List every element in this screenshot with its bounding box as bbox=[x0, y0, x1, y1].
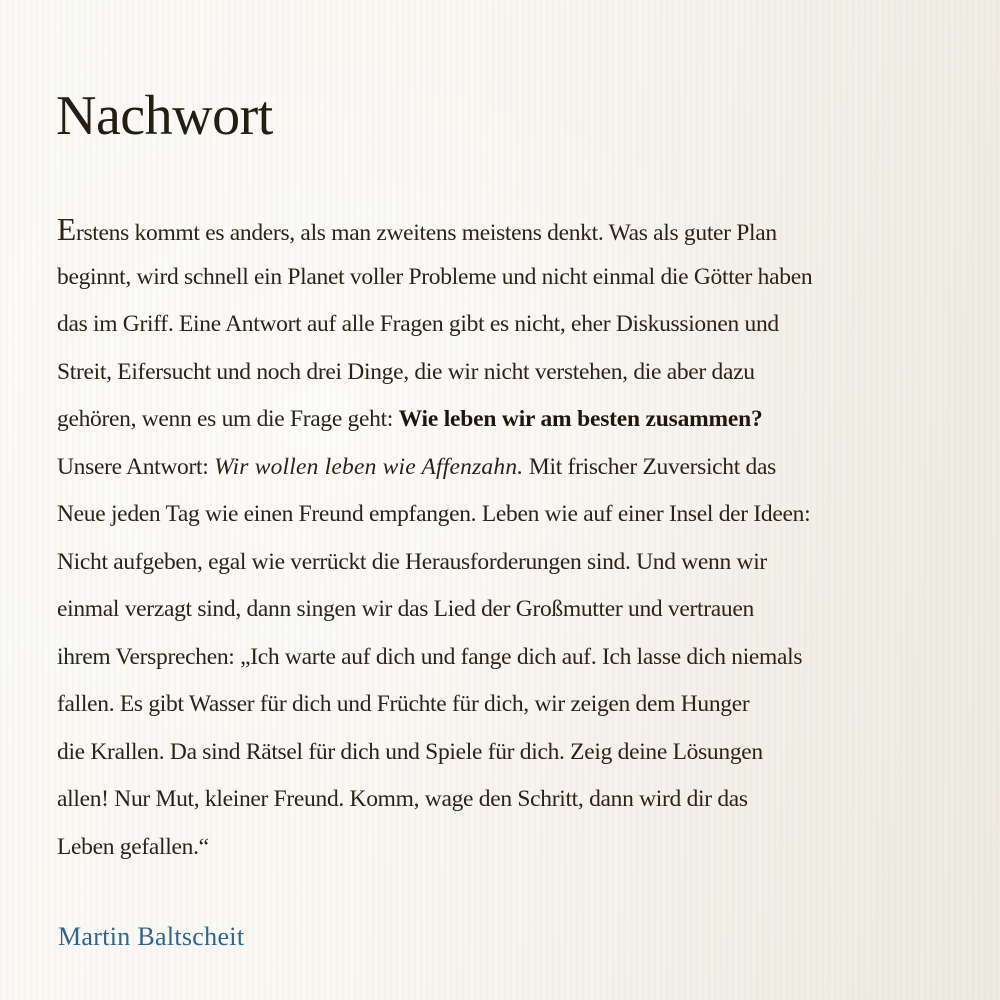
paragraph-line bbox=[57, 681, 957, 729]
paragraph-line bbox=[57, 729, 957, 777]
paragraph-line bbox=[57, 634, 957, 682]
text-segment-normal: gehören, wenn es um die Frage geht: bbox=[57, 406, 399, 432]
paragraph-line bbox=[57, 349, 957, 397]
text-segment-normal: allen! Nur Mut, kleiner Freund. Komm, wage den Schritt, dann wird dir das bbox=[57, 786, 748, 812]
text-segment-normal: Streit, Eifersucht und noch drei Dinge, die wir nicht verstehen, die aber dazu bbox=[57, 358, 755, 385]
paragraph-line bbox=[57, 396, 957, 444]
afterword-paragraph bbox=[57, 206, 957, 871]
text-segment-normal: Neue jeden Tag wie einen Freund empfangen. Leben wie auf einer Insel der Ideen: bbox=[57, 501, 811, 527]
paragraph-line bbox=[57, 824, 957, 872]
author-signature: Martin Baltscheit bbox=[58, 922, 245, 951]
text-segment-normal: Nicht aufgeben, egal wie verrückt die Herausforderungen sind. Und wenn wir bbox=[57, 548, 767, 575]
text-segment-normal: beginnt, wird schnell ein Planet voller Probleme und nicht einmal die Götter haben bbox=[57, 263, 813, 290]
text-segment-normal: die Krallen. Da sind Rätsel für dich und Spiele für dich. Zeig deine Lösungen bbox=[57, 738, 763, 765]
text-segment-normal: das im Griff. Eine Antwort auf alle Fragen gibt es nicht, eher Diskussionen und bbox=[57, 311, 779, 337]
paragraph-line bbox=[57, 491, 957, 539]
text-segment-normal: Mit frischer Zuversicht das bbox=[523, 453, 776, 480]
page-title: Nachwort bbox=[56, 85, 273, 147]
text-segment-italic: Wir wollen leben wie Affenzahn. bbox=[214, 453, 524, 480]
text-segment-normal: Erstens kommt es anders, als man zweitens meistens denkt. Was als guter Plan bbox=[57, 212, 777, 247]
text-segment-bold: Wie leben wir am besten zusammen? bbox=[398, 406, 763, 432]
paragraph-line bbox=[57, 206, 957, 254]
paragraph-line bbox=[57, 254, 957, 302]
paragraph-line bbox=[57, 301, 957, 349]
paragraph-line bbox=[57, 776, 957, 824]
text-segment-normal: Unsere Antwort: bbox=[57, 453, 215, 480]
paragraph-line bbox=[57, 539, 957, 587]
text-segment-normal: Leben gefallen.“ bbox=[57, 833, 209, 860]
text-segment-normal: fallen. Es gibt Wasser für dich und Früchte für dich, wir zeigen dem Hunger bbox=[57, 691, 750, 717]
text-segment-normal: ihrem Versprechen: „Ich warte auf dich und fange dich auf. Ich lasse dich niemals bbox=[57, 643, 803, 670]
paragraph-line bbox=[57, 444, 957, 492]
text-segment-normal: einmal verzagt sind, dann singen wir das Lied der Großmutter und vertrauen bbox=[57, 596, 754, 622]
paragraph-line bbox=[57, 586, 957, 634]
